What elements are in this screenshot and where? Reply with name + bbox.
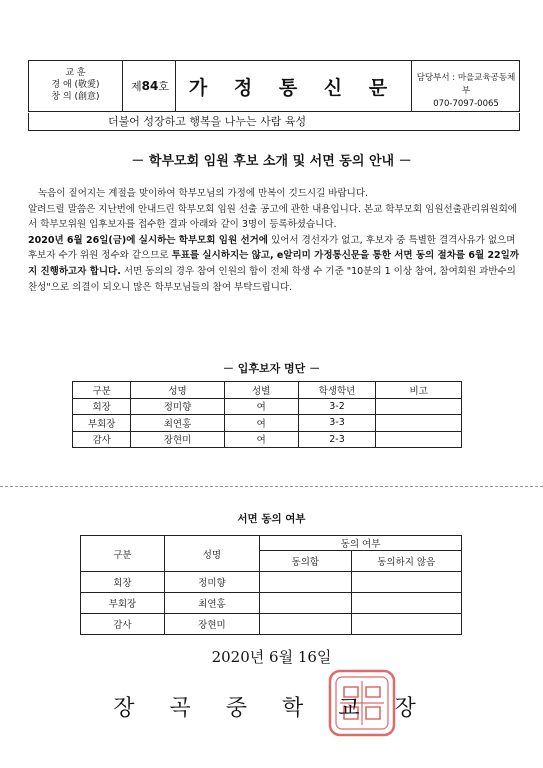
cell-note <box>376 431 462 448</box>
col-role: 구분 <box>73 382 131 399</box>
col-grade: 학생학년 <box>298 382 376 399</box>
cell-role: 부회장 <box>81 593 165 614</box>
school-motto <box>29 61 123 111</box>
agree-checkbox-cell[interactable] <box>260 572 351 593</box>
cell-note <box>376 398 462 415</box>
cell-note <box>376 415 462 432</box>
consent-table <box>80 535 462 635</box>
election-date-text: 2020년 6월 26일(금)에 실시하는 학부모회 임원 선거에 <box>28 234 268 246</box>
disagree-checkbox-cell[interactable] <box>351 614 462 635</box>
table-header-row <box>81 536 462 551</box>
col-agree: 동의함 <box>260 551 351 572</box>
col-disagree: 동의하지 않음 <box>351 551 462 572</box>
cell-grade: 3-3 <box>298 415 376 432</box>
page-subtitle: － 학부모회 임원 후보 소개 및 서면 동의 안내 － <box>131 154 412 169</box>
cell-name: 정미향 <box>131 398 224 415</box>
contact-department: 담당부서 : 마을교육공동체부 <box>416 73 516 96</box>
table-row <box>81 572 462 593</box>
col-gender: 성별 <box>224 382 298 399</box>
cell-grade: 3-2 <box>298 398 376 415</box>
col-role: 구분 <box>81 536 165 572</box>
cell-gender: 여 <box>224 415 298 432</box>
motto-line-2: 창 의 (創意) <box>51 92 100 102</box>
school-slogan: 더불어 성장하고 행복을 나누는 사람 육성 <box>28 113 520 131</box>
motto-line-1: 경 애 (敬愛) <box>51 80 100 90</box>
table-row <box>81 614 462 635</box>
col-name: 성명 <box>164 536 259 572</box>
cell-gender: 여 <box>224 398 298 415</box>
agree-checkbox-cell[interactable] <box>260 614 351 635</box>
cell-gender: 여 <box>224 431 298 448</box>
disagree-checkbox-cell[interactable] <box>351 593 462 614</box>
col-note: 비고 <box>376 382 462 399</box>
notice-paragraph: 알려드릴 말씀은 지난번에 안내드린 학부모회 임원 선출 공고에 관한 내용입니다. 본교 학부모회 임원선출관리위원회에서 학부모위원 입후보자를 접수한 결과 아래와 같이 3명이 등록하셨습니다. <box>28 203 517 231</box>
contact-phone: 070-7097-0065 <box>433 99 499 109</box>
table-row <box>81 593 462 614</box>
issue-number <box>125 61 176 111</box>
consent-title: 서면 동의 여부 <box>237 513 306 525</box>
newsletter-header <box>28 60 520 112</box>
cell-name: 장현미 <box>164 614 259 635</box>
contact-info <box>413 61 519 111</box>
cell-grade: 2-3 <box>298 431 376 448</box>
written-consent-text: 투표를 실시하지는 않고, e알리미 가정통신문을 통한 서면 동의 절차를 6월 22일까지 진행하고자 합니다. <box>28 250 520 277</box>
election-detail-text: 있어서 경선자가 없고, 후보자 중 특별한 결격사유가 없으며 후보자 수가 위원 정수와 같으므로 <box>28 234 516 262</box>
cell-name: 최연홍 <box>131 415 224 432</box>
table-row <box>73 415 462 432</box>
table-row <box>73 431 462 448</box>
cut-line <box>0 486 543 487</box>
school-principal-signature: 장 곡 중 학 교 장 <box>113 696 430 721</box>
cell-role: 부회장 <box>73 415 131 432</box>
table-row <box>73 398 462 415</box>
cell-name: 최연홍 <box>164 593 259 614</box>
issue-number-value: 84 <box>141 79 159 93</box>
cell-role: 감사 <box>81 614 165 635</box>
agree-checkbox-cell[interactable] <box>260 593 351 614</box>
col-consent-group: 동의 여부 <box>260 536 462 551</box>
issue-suffix: 호 <box>158 80 169 93</box>
cell-role: 회장 <box>73 398 131 415</box>
newsletter-title: 가 정 통 신 문 <box>175 61 412 111</box>
consent-rule-text: 서면 동의의 경우 참여 인원의 합이 전체 학생 수 기준 "10분의 1 이상 참여, 참여회원 과반수의 찬성"으로 의결이 되오니 많은 학부모님들의 참여 부탁드립니다. <box>28 265 516 293</box>
issue-date: 2020년 6월 16일 <box>211 648 332 666</box>
greeting-paragraph: 녹음이 짙어지는 계절을 맞이하여 학부모님의 가정에 만복이 깃드시길 바랍니다. <box>38 188 369 199</box>
col-name: 성명 <box>131 382 224 399</box>
cell-role: 감사 <box>73 431 131 448</box>
disagree-checkbox-cell[interactable] <box>351 572 462 593</box>
body-text <box>28 186 520 295</box>
election-paragraph <box>28 233 520 295</box>
candidates-title: － 입후보자 명단 － <box>222 362 321 375</box>
table-header-row <box>73 382 462 399</box>
motto-label: 교 훈 <box>65 68 86 78</box>
candidates-table <box>72 381 462 448</box>
cell-role: 회장 <box>81 572 165 593</box>
issue-prefix: 제 <box>131 80 142 93</box>
cell-name: 장현미 <box>131 431 224 448</box>
cell-name: 정미향 <box>164 572 259 593</box>
